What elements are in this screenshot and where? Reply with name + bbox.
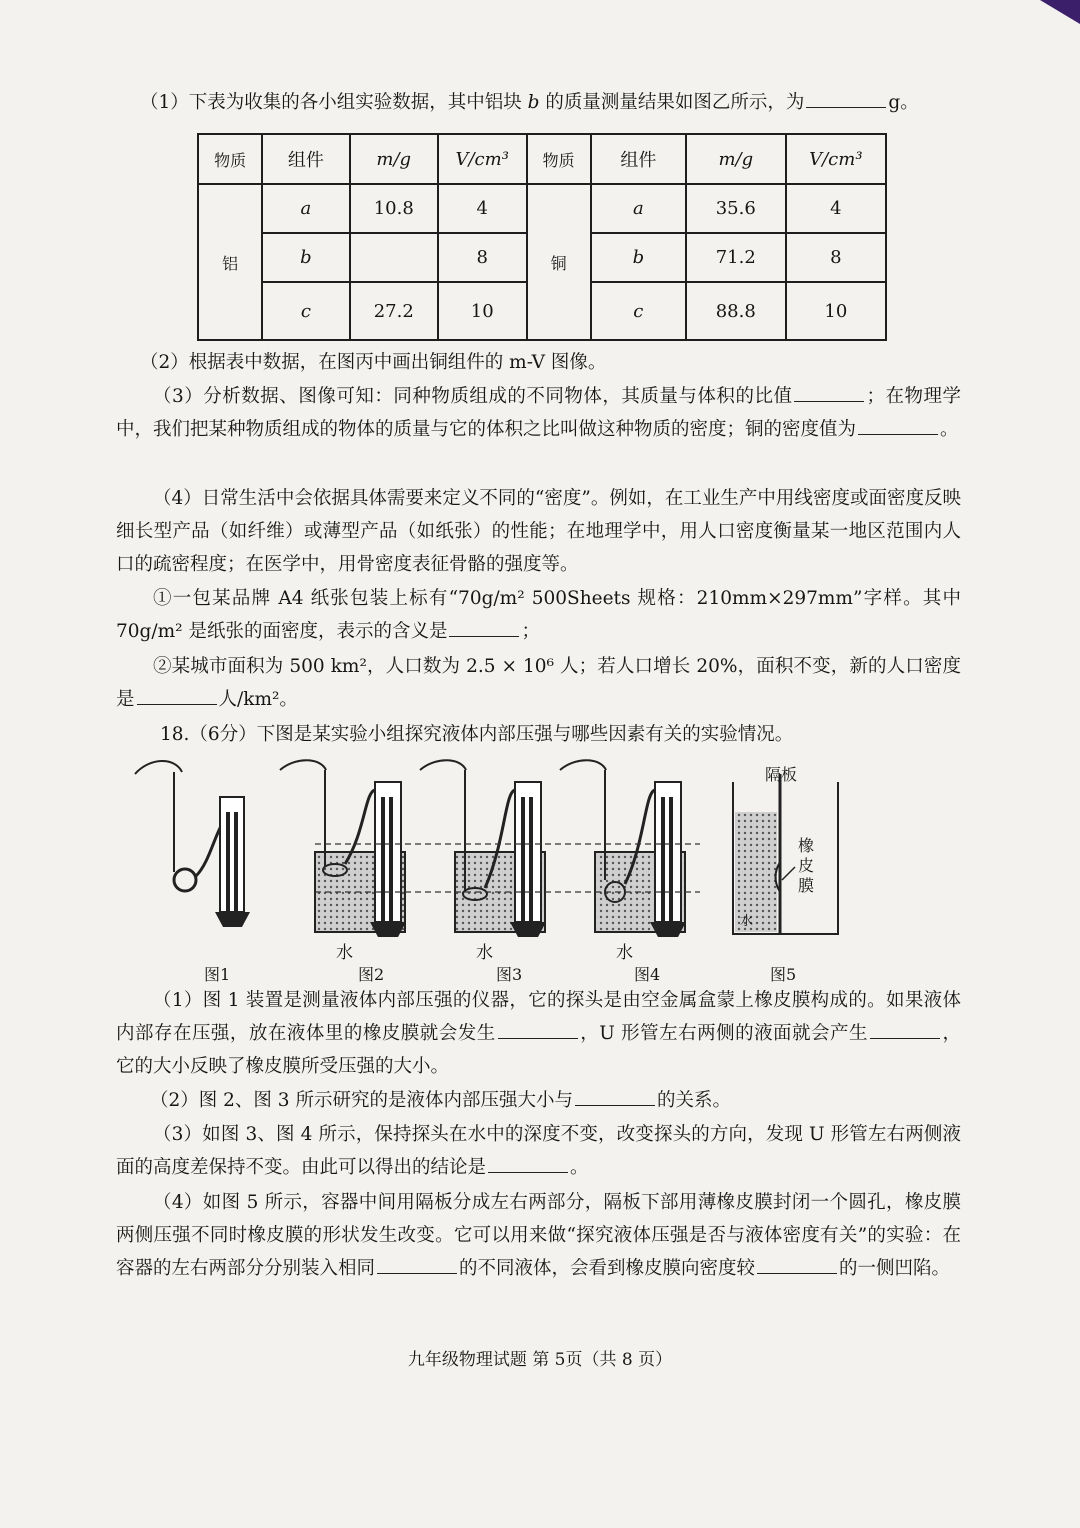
q17-part3-text: （3）分析数据、图像可知：同种物质组成的不同物体，其质量与体积的比值 bbox=[153, 386, 793, 407]
answer-blank bbox=[806, 106, 886, 108]
q18-part2 bbox=[150, 1084, 731, 1117]
table-header: 组件 bbox=[591, 134, 686, 184]
table-cell: 10.8 bbox=[350, 184, 438, 233]
q18-part3-end: 。 bbox=[570, 1157, 589, 1178]
table-cell: 88.8 bbox=[686, 282, 786, 340]
q17-part4-1 bbox=[116, 582, 961, 648]
q17-part4: （4）日常生活中会依据具体需要来定义不同的“密度”。例如，在工业生产中用线密度或面密度反映细长型产品（如纤维）或薄型产品（如纸张）的性能；在地理学中，用人口密度衡量某一地区范围内人口的疏密程度；在医学中，用骨密度表征骨骼的强度等。 bbox=[116, 488, 961, 575]
figure-label-3: 图3 bbox=[496, 965, 523, 984]
q18-part2-end: 的关系。 bbox=[656, 1090, 731, 1111]
water-label-fig4: 水 bbox=[616, 943, 633, 963]
figure-1-u-tube bbox=[135, 761, 250, 927]
q17-part4-2-text: ②某城市面积为 500 km²，人口数为 2.5 × 10⁶ 人；若人口增长 20%，面积不变，新的人口密度是 bbox=[116, 656, 961, 710]
q17-part3-end: 。 bbox=[940, 419, 959, 440]
membrane-label: 橡皮膜 bbox=[798, 836, 815, 895]
table-header: V/cm³ bbox=[786, 134, 886, 184]
q18-part4-end: 的一侧凹陷。 bbox=[839, 1258, 951, 1279]
table-header: 物质 bbox=[527, 134, 591, 184]
page-corner-fold bbox=[1020, 0, 1080, 30]
q18-part1 bbox=[116, 984, 961, 1083]
q17-part3 bbox=[116, 380, 961, 446]
table-cell: 8 bbox=[438, 233, 527, 282]
q17-part1-var: b bbox=[527, 92, 540, 113]
table-cell: 4 bbox=[786, 184, 886, 233]
q17-part2: （2）根据表中数据，在图丙中画出铜组件的 m-V 图像。 bbox=[140, 352, 607, 373]
table-cell: c bbox=[591, 282, 686, 340]
water-label-fig3: 水 bbox=[476, 943, 493, 963]
q17-part3-text2: ；在物理学中，我们把某种物质组成的物体的质量与它的体积之比叫做这种物质的密度；铜的密度值为 bbox=[116, 386, 961, 440]
table-cell: b bbox=[262, 233, 349, 282]
answer-blank bbox=[757, 1272, 837, 1274]
table-header: 组件 bbox=[262, 134, 349, 184]
figure-2-probe-shallow bbox=[280, 760, 406, 937]
q17-part4-2 bbox=[116, 650, 961, 716]
q18-part2-text: （2）图 2、图 3 所示研究的是液体内部压强大小与 bbox=[150, 1090, 573, 1111]
table-cell: 4 bbox=[438, 184, 527, 233]
table-header: m/g bbox=[350, 134, 438, 184]
q18-part3 bbox=[116, 1118, 961, 1184]
q18-part4-text: （4）如图 5 所示，容器中间用隔板分成左右两部分，隔板下部用薄橡皮膜封闭一个圆孔，橡皮膜两侧压强不同时橡皮膜的形状发生改变。它可以用来做“探究液体压强是否与液体密度有关”的实验：在容器的左右两部分分别装入相同 bbox=[116, 1192, 961, 1279]
q18-part3-text: （3）如图 3、图 4 所示，保持探头在水中的深度不变，改变探头的方向，发现 U 形管左右两侧液面的高度差保持不变。由此可以得出的结论是 bbox=[116, 1124, 961, 1178]
answer-blank bbox=[858, 433, 938, 435]
figure-4-probe-rotated bbox=[560, 760, 686, 937]
page-footer: 九年级物理试题 第 5页（共 8 页） bbox=[407, 1350, 673, 1370]
q18-part1-text3: ，它的大小反映了橡皮膜所受压强的大小。 bbox=[116, 1023, 961, 1077]
table-header: m/g bbox=[686, 134, 786, 184]
answer-blank bbox=[137, 703, 217, 705]
table-cell: 8 bbox=[786, 233, 886, 282]
answer-blank bbox=[449, 635, 519, 637]
data-table bbox=[197, 133, 887, 341]
q17-part1-text2: 的质量测量结果如图乙所示，为 bbox=[545, 92, 805, 113]
q18-part4-text2: 的不同液体，会看到橡皮膜向密度较 bbox=[459, 1258, 756, 1279]
table-header: V/cm³ bbox=[438, 134, 527, 184]
q18-title: 18.（6分）下图是某实验小组探究液体内部压强与哪些因素有关的实验情况。 bbox=[160, 724, 794, 745]
q17-part4-1-text: ①一包某品牌 A4 纸张包装上标有“70g/m² 500Sheets 规格：210mm×297mm”字样。其中 70g/m² 是纸张的面密度，表示的含义是 bbox=[116, 588, 961, 642]
table-cell: 10 bbox=[438, 282, 527, 340]
water-label-fig5: 水 bbox=[740, 914, 754, 929]
q17-part4-2-end: 人/km²。 bbox=[218, 689, 298, 710]
q17-part1-unit: g。 bbox=[888, 92, 919, 113]
table-header-row bbox=[198, 134, 886, 184]
table-cell: 71.2 bbox=[686, 233, 786, 282]
answer-blank bbox=[488, 1171, 568, 1173]
figure-label-1: 图1 bbox=[204, 965, 231, 984]
table-cell: c bbox=[262, 282, 349, 340]
table-cell: a bbox=[262, 184, 349, 233]
q18-part4 bbox=[116, 1186, 961, 1285]
material-copper: 铜 bbox=[527, 184, 591, 340]
answer-blank bbox=[575, 1104, 655, 1106]
figure-3-probe-deep bbox=[420, 760, 546, 937]
table-cell: a bbox=[591, 184, 686, 233]
partition-label: 隔板 bbox=[765, 765, 798, 784]
water-label-fig2: 水 bbox=[336, 943, 353, 963]
q17-part4-1-end: ； bbox=[521, 621, 540, 642]
figure-label-2: 图2 bbox=[358, 965, 385, 984]
answer-blank bbox=[498, 1037, 578, 1039]
table-cell bbox=[350, 233, 438, 282]
table-cell: 35.6 bbox=[686, 184, 786, 233]
table-header: 物质 bbox=[198, 134, 262, 184]
answer-blank bbox=[794, 400, 864, 402]
q17-part1 bbox=[140, 86, 919, 119]
q18-part1-text2: ，U 形管左右两侧的液面就会产生 bbox=[579, 1023, 868, 1044]
table-cell: 27.2 bbox=[350, 282, 438, 340]
answer-blank bbox=[377, 1272, 457, 1274]
table-cell: b bbox=[591, 233, 686, 282]
q18-part1-text: （1）图 1 装置是测量液体内部压强的仪器，它的探头是由空金属盒蒙上橡皮膜构成的。如果液体内部存在压强，放在液体里的橡皮膜就会发生 bbox=[116, 990, 961, 1044]
material-aluminum: 铝 bbox=[198, 184, 262, 340]
figure-label-5: 图5 bbox=[770, 965, 797, 984]
answer-blank bbox=[870, 1037, 940, 1039]
q17-part1-text: （1）下表为收集的各小组实验数据，其中铝块 bbox=[140, 92, 522, 113]
table-row bbox=[198, 184, 886, 233]
table-cell: 10 bbox=[786, 282, 886, 340]
figure-label-4: 图4 bbox=[634, 965, 661, 984]
